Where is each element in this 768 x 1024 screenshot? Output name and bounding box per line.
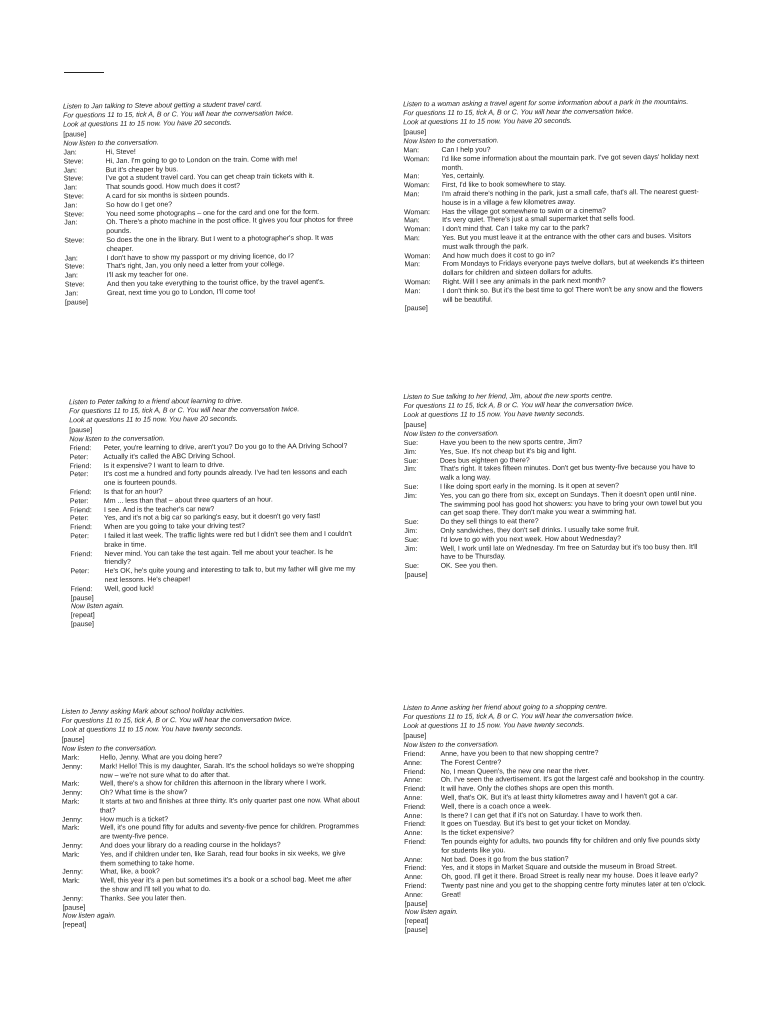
dialogue-text: Well, it's one pound fifty for adults and seventy-five pence for children. Programmes are twenty-five pence. — [100, 823, 359, 841]
stage-cue: [pause] — [64, 298, 89, 307]
speaker-name: Friend: — [404, 821, 426, 829]
speaker-name: Mark: — [61, 754, 80, 762]
dialogue-text: Mark! Hello! This is my daughter, Sarah. It's the school holidays so we're shopping now – we're not sure what to do after that. — [99, 762, 355, 780]
transcript-mountain-park — [403, 99, 705, 315]
stage-cue: Now listen to the conversation. — [403, 741, 499, 750]
dialogue-text: Mm ... less than that – about three quarters of an hour. — [103, 496, 273, 505]
dialogue-text: First, I'd like to book somewhere to stay. — [441, 181, 566, 190]
speaker-name: Mark: — [62, 877, 80, 885]
speaker-name: Jim: — [404, 492, 417, 500]
stage-cue: [pause] — [403, 129, 427, 137]
dialogue-text: Have you been to the new sports centre, Jim? — [439, 438, 583, 447]
dialogue-text: Ten pounds eighty for adults, two pounds fifty for children and only five pounds sixty for students like you. — [441, 836, 700, 855]
speaker-name: Friend: — [403, 768, 426, 776]
speaker-name: Jim: — [404, 527, 418, 535]
speaker-name: Steve: — [64, 263, 85, 271]
speaker-name: Anne: — [403, 777, 423, 785]
speaker-name: Sue: — [403, 483, 419, 492]
stage-cue: Now listen to the conversation. — [403, 137, 499, 146]
dialogue-text: It's very quiet. There's just a small supermarket that sells food. — [442, 215, 635, 225]
dialogue-text: Yes, Sue. It's not cheap but it's big and light. — [439, 447, 577, 456]
speaker-name: Man: — [404, 287, 421, 296]
instruction-line: Look at questions 11 to 15 now. You have 20 seconds. — [403, 117, 572, 126]
speaker-name: Steve: — [64, 237, 85, 245]
dialogue-text: Hi, Jan. I'm going to go to London on the train. Come with me! — [105, 155, 298, 165]
speaker-name: Mark: — [61, 798, 80, 806]
dialogue-text: He's OK, he's quite young and interesting to talk to, but my father will give me my next lessons. He's cheaper! — [104, 565, 356, 584]
instruction-line: Look at questions 11 to 15 now. You have twenty seconds. — [403, 721, 585, 730]
dialogue-line — [62, 850, 362, 869]
dialogue-text: Can I help you? — [441, 146, 491, 154]
stage-cue: Now listen to the conversation. — [63, 139, 159, 148]
dialogue-text: Is that for an hour? — [103, 488, 163, 496]
dialogue-text: OK. See you then. — [440, 562, 498, 570]
dialogue-text: When are you going to take your driving test? — [104, 522, 246, 532]
speaker-name: Friend: — [404, 838, 426, 847]
stage-cue: [pause] — [70, 620, 94, 629]
dialogue-text: I'm afraid there's nothing in the park, just a small cafe, that's all. The nearest guest-house is in a village a few kilometres away. — [441, 188, 699, 207]
dialogue-text: Is the ticket expensive? — [441, 829, 514, 837]
dialogue-text: Is it expensive? I want to learn to drive. — [103, 461, 225, 470]
dialogue-text: Thanks. See you later then. — [100, 894, 187, 903]
stage-cue: Now listen to the conversation. — [69, 435, 165, 444]
stage-cue: [pause] — [62, 904, 86, 912]
dialogue-text: How much is a ticket? — [99, 815, 169, 824]
speaker-name: Jenny: — [62, 869, 83, 877]
speaker-name: Peter: — [69, 497, 89, 506]
stage-cue: [pause] — [61, 737, 85, 745]
speaker-name: Jenny: — [61, 816, 83, 824]
speaker-name: Man: — [403, 173, 420, 181]
speaker-name: Friend: — [69, 489, 92, 497]
stage-cue: [pause] — [403, 733, 427, 741]
dialogue-text: Actually it's called the ABC Driving School. — [103, 452, 236, 461]
dialogue-text: Is there? I can get that if it's not on Saturday. I have to work then. — [440, 810, 643, 820]
instructions — [69, 397, 359, 426]
stage-cue: Now listen to the conversation. — [403, 430, 499, 439]
speaker-name: Friend: — [69, 506, 92, 514]
dialogue-text: Great! — [441, 891, 462, 899]
dialogue-line — [404, 543, 704, 563]
speaker-name: Friend: — [69, 462, 92, 470]
dialogue-line — [62, 824, 362, 843]
speaker-name: Woman: — [403, 182, 430, 190]
speaker-name: Friend: — [403, 750, 426, 759]
speaker-name: Jan: — [63, 184, 78, 192]
instruction-line: Listen to Jan talking to Steve about getting a student travel card. — [62, 101, 263, 111]
dialogue-line — [62, 797, 362, 816]
instruction-line: For questions 11 to 15, tick A, B or C. You will hear the conversation twice. — [61, 716, 292, 725]
speaker-name: Peter: — [70, 515, 89, 523]
speaker-name: Friend: — [404, 882, 427, 890]
instruction-line: For questions 11 to 15, tick A, B or C. You will hear the conversation twice. — [403, 712, 634, 721]
speaker-name: Friend: — [403, 803, 426, 811]
speaker-name: Sue: — [404, 563, 419, 571]
instructions — [403, 99, 703, 128]
dialogue-text: And how much does it cost to go in? — [442, 251, 555, 260]
dialogue-text: Yes. But you must leave it at the entrance with the other cars and buses. Visitors must walk through the park. — [442, 232, 692, 251]
dialogue-text: I don't have to show my passport or my driving licence, do I? — [106, 252, 294, 262]
speaker-name: Jan: — [64, 290, 79, 298]
speaker-name: Man: — [403, 191, 420, 199]
instruction-line: Look at questions 11 to 15 now. You have 20 seconds. — [63, 119, 232, 129]
speaker-name: Friend: — [70, 550, 93, 558]
dialogue-text: Never mind. You can take the test again. Tell me about your teacher. Is he friendly? — [104, 548, 334, 567]
dialogue-text: Hi, Steve! — [105, 148, 136, 157]
speaker-name: Anne: — [404, 830, 423, 838]
speaker-name: Man: — [403, 147, 420, 155]
dialogue-text: Not bad. Does it go from the bus station? — [441, 855, 569, 864]
speaker-name: Jan: — [63, 149, 77, 157]
speaker-name: Steve: — [64, 210, 84, 219]
dialogue-text: You need some photographs – one for the card and one for the form. — [106, 208, 320, 218]
speaker-name: Steve: — [63, 193, 84, 201]
instruction-line: Look at questions 11 to 15 now. You have twenty seconds. — [61, 725, 243, 734]
dialogue-text: That sounds good. How much does it cost? — [105, 182, 241, 192]
speaker-name: Sue: — [403, 439, 419, 448]
instruction-line: Listen to a woman asking a travel agent for some information about a park in the mountains. — [403, 98, 689, 109]
dialogue-text: And does your library do a reading course in the holidays? — [100, 841, 281, 850]
dialogue-line — [404, 837, 706, 857]
speaker-name: Mark: — [61, 781, 80, 789]
speaker-name: Woman: — [404, 279, 431, 287]
dialogue-text: It starts at two and finishes at three thirty. It's only quarter past one now. What about that? — [99, 797, 360, 815]
dialogue-text: What, like, a book? — [100, 868, 160, 876]
speaker-name: Jan: — [64, 272, 79, 280]
speaker-name: Peter: — [70, 568, 90, 576]
instruction-line: Listen to Jenny asking Mark about school holiday activities. — [61, 707, 245, 716]
speaker-name: Jan: — [64, 254, 78, 263]
dialogue-text: I don't think so. But it's the best time to go! There won't be any snow and the flowers will be beautiful. — [442, 285, 703, 304]
dialogue-text: Hello, Jenny. What are you doing here? — [99, 753, 223, 762]
speaker-name: Sue: — [403, 457, 419, 465]
dialogue-text: Oh? What time is the show? — [99, 789, 188, 797]
speaker-name: Jenny: — [61, 789, 83, 797]
instruction-line: Look at questions 11 to 15 now. You have 20 seconds. — [69, 415, 238, 424]
stage-cue: [pause] — [70, 594, 94, 602]
speaker-name: Mark: — [62, 851, 80, 859]
speaker-name: Anne: — [404, 891, 423, 899]
speaker-name: Sue: — [404, 519, 419, 527]
stage-cue: [pause] — [63, 131, 87, 139]
dialogue-text: I don't mind that. Can I take my car to the park? — [442, 224, 590, 234]
dialogue-text: Well, I work until late on Wednesday. I'm free on Saturday but it's too busy then. It'll have to be Thursday. — [440, 543, 698, 562]
dialogue-text: I see. And is the teacher's car new? — [103, 505, 215, 514]
instructions — [61, 707, 361, 735]
stage-cue: [repeat] — [70, 612, 95, 620]
dialogue-text: Well, there's a show for children this afternoon in the library where I work. — [99, 779, 327, 788]
instruction-line: Listen to Peter talking to a friend about learning to drive. — [68, 397, 243, 407]
speaker-name: Anne: — [403, 794, 423, 803]
stage-cue: Now listen again. — [70, 603, 125, 611]
dialogue-text: Yes, and it stops in Market Square and outside the museum in Broad Street. — [441, 863, 677, 873]
speaker-name: Jenny: — [62, 895, 84, 903]
dialogue-text: Does bus eighteen go there? — [439, 456, 530, 465]
dialogue-text: I'd love to go with you next week. How about Wednesday? — [440, 535, 621, 544]
speaker-name: Steve: — [63, 175, 84, 183]
dialogue-text: It will have. Only the clothes shops are open this month. — [440, 784, 614, 793]
instruction-line: Listen to Sue talking to her friend, Jim, about the new sports centre. — [403, 392, 613, 402]
stage-cue: [pause] — [404, 571, 428, 579]
transcript-driving-lessons — [69, 397, 361, 630]
instruction-line: For questions 11 to 15, tick A, B or C. You will hear the conversation twice. — [69, 406, 300, 416]
dialogue-text: Well, good luck! — [104, 585, 154, 593]
speaker-name: Anne: — [403, 812, 423, 820]
stage-cue: Now listen again. — [62, 912, 116, 921]
transcript-holiday-activities — [61, 707, 362, 930]
stage-cue: [pause] — [404, 926, 428, 934]
dialogue-text: I failed it last week. The traffic lights were red but I didn't see them and I couldn't brake in time. — [104, 530, 352, 549]
speaker-name: Friend: — [69, 445, 92, 453]
dialogue-text: Yes, and if children under ten, like Sarah, read four books in six weeks, we give them something to take home. — [100, 850, 346, 868]
dialogue-text: No, I mean Queen's, the new one near the river. — [440, 767, 590, 776]
stage-cue: [pause] — [404, 900, 428, 908]
dialogue-line — [62, 894, 362, 904]
instruction-line: Listen to Anne asking her friend about going to a shopping centre. — [403, 703, 608, 713]
transcript-travel-card — [63, 100, 355, 307]
dialogue-text: It goes on Tuesday. But it's best to get your ticket on Monday. — [441, 819, 631, 829]
speaker-name: Friend: — [403, 786, 426, 794]
speaker-name: Jenny: — [61, 763, 83, 771]
dialogue-line — [62, 876, 362, 895]
speaker-name: Peter: — [69, 471, 89, 479]
dialogue-line — [404, 464, 704, 484]
speaker-name: Peter: — [69, 453, 89, 462]
dialogue-text: Oh, good. I'll get it there. Broad Street is really near my house. Does it leave early? — [441, 872, 698, 881]
dialogue-text: But it's cheaper by bus. — [105, 165, 179, 174]
dialogue-text: Well, there is a coach once a week. — [440, 802, 551, 811]
dialogue-text: Right. Will I see any animals in the park next month? — [442, 277, 606, 286]
speaker-name: Man: — [404, 261, 421, 269]
speaker-name: Woman: — [403, 155, 430, 164]
instructions — [403, 703, 705, 731]
speaker-name: Anne: — [404, 856, 423, 864]
stage-cue: [pause] — [403, 422, 427, 430]
stage-cue: Now listen to the conversation. — [61, 745, 157, 753]
dialogue-text: Twenty past nine and you get to the shopping centre forty minutes later at ten o'clock. — [441, 880, 706, 890]
speaker-name: Woman: — [404, 226, 431, 234]
transcript-shopping-centre — [403, 703, 707, 936]
instruction-line: Look at questions 11 to 15 now. You have twenty seconds. — [403, 410, 585, 419]
instructions — [63, 100, 353, 129]
speaker-name: Jan: — [63, 202, 78, 210]
dialogue-text: I've got a student travel card. You can get cheap train tickets with it. — [105, 173, 315, 183]
speaker-name: Jim: — [403, 466, 417, 474]
dialogue-text: Only sandwiches, they don't sell drinks. I usually take some fruit. — [440, 526, 640, 535]
instruction-line: For questions 11 to 15, tick A, B or C. You will hear the conversation twice. — [403, 108, 634, 118]
speaker-name: Friend: — [70, 585, 93, 593]
dialogue-text: Do they sell things to eat there? — [440, 518, 539, 526]
stage-cue: [pause] — [69, 427, 93, 435]
dialogue-line — [405, 285, 705, 305]
header-rule — [64, 72, 104, 73]
dialogue-text: From Mondays to Fridays everyone pays twelve dollars, but at weekends it's thirteen dollars for children and sixteen dollars for adults. — [442, 259, 705, 278]
speaker-name: Jim: — [403, 448, 417, 456]
dialogue-text: I'd like some information about the mountain park. I've got seven days' holiday next month. — [441, 153, 699, 172]
instructions — [403, 392, 703, 420]
speaker-name: Anne: — [403, 759, 422, 767]
speaker-name: Mark: — [62, 825, 80, 833]
dialogue-text: Anne, have you been to that new shopping centre? — [440, 749, 599, 758]
dialogue-text: Yes, certainly. — [441, 172, 485, 181]
speaker-name: Jan: — [63, 166, 77, 175]
dialogue-text: Great, next time you go to London, I'll come too! — [106, 288, 256, 297]
speaker-name: Sue: — [404, 536, 419, 544]
speaker-name: Man: — [404, 217, 420, 225]
dialogue-text: I like doing sport early in the morning. Is it open at seven? — [439, 482, 620, 491]
speaker-name: Woman: — [404, 208, 431, 216]
speaker-name: Peter: — [70, 533, 89, 541]
dialogue-text: That's right. It takes fifteen minutes. Don't get bus twenty-five because you have to walk a long way. — [439, 464, 696, 482]
stage-cue: [repeat] — [62, 921, 87, 929]
speaker-name: Jim: — [404, 545, 418, 553]
dialogue-text: The Forest Centre? — [440, 759, 502, 767]
stage-cue: [repeat] — [404, 918, 429, 926]
dialogue-line — [404, 491, 704, 519]
dialogue-text: Has the village got somewhere to swim or a cinema? — [442, 207, 606, 216]
dialogue-text: It's cost me a hundred and forty pounds already. I've had ten lessons and each one is fourteen pounds. — [103, 469, 348, 488]
dialogue-text: Well, this year it's a pen but sometimes it's a book or a school bag. Meet me after the show and I'll tell you what to do. — [100, 876, 352, 894]
speaker-name: Jenny: — [62, 842, 83, 850]
speaker-name: Steve: — [63, 158, 84, 166]
dialogue-text: I'll ask my teacher for one. — [106, 271, 189, 280]
speaker-name: Man: — [404, 235, 420, 243]
dialogue-text: Peter, you're learning to drive, aren't you? Do you go to the AA Driving School? — [103, 442, 348, 452]
dialogue-text: Yes, and it's not a big car so parking's easy, but it doesn't go very fast! — [104, 513, 321, 523]
dialogue-text: Oh. There's a photo machine in the post office. It gives you four photos for three pounds. — [106, 216, 354, 236]
transcript-sports-centre — [403, 392, 704, 581]
dialogue-text: Well, that's OK. But it's at least thirty kilometres away and I haven't got a car. — [440, 793, 678, 802]
dialogue-text: That's right, Jan, you only need a letter from your college. — [106, 261, 285, 271]
dialogue-line — [62, 762, 362, 781]
dialogue-text: Oh. I've seen the advertisement. It's got the largest café and bookshop in the country. — [440, 775, 705, 785]
speaker-name: Jan: — [64, 219, 78, 227]
dialogue-text: So how do I get one? — [105, 201, 173, 209]
stage-cue: Now listen again. — [404, 909, 458, 917]
dialogue-text: Yes, you can go there from six, except on Sundays. Then it doesn't open until nine. The swimming pool has good hot showers: you have to bring your own towel but you can get soap there. They don't make you wear a swimming hat. — [440, 490, 703, 518]
stage-cue: [pause] — [404, 305, 428, 313]
speaker-name: Friend: — [70, 524, 92, 532]
dialogue-text: And then you take everything to the tourist office, by the travel agent's. — [106, 278, 325, 289]
speaker-name: Friend: — [404, 865, 427, 873]
speaker-name: Anne: — [404, 874, 423, 882]
speaker-name: Woman: — [404, 252, 431, 260]
speaker-name: Steve: — [64, 281, 85, 289]
dialogue-text: So does the one in the library. But I went to a photographer's shop. It was cheaper. — [106, 234, 334, 253]
dialogue-text: A card for six months is sixteen pounds. — [105, 191, 230, 201]
instruction-line: For questions 11 to 15, tick A, B or C. You will hear the conversation twice. — [63, 109, 294, 120]
instruction-line: For questions 11 to 15, tick A, B or C. You will hear the conversation twice. — [403, 401, 634, 410]
